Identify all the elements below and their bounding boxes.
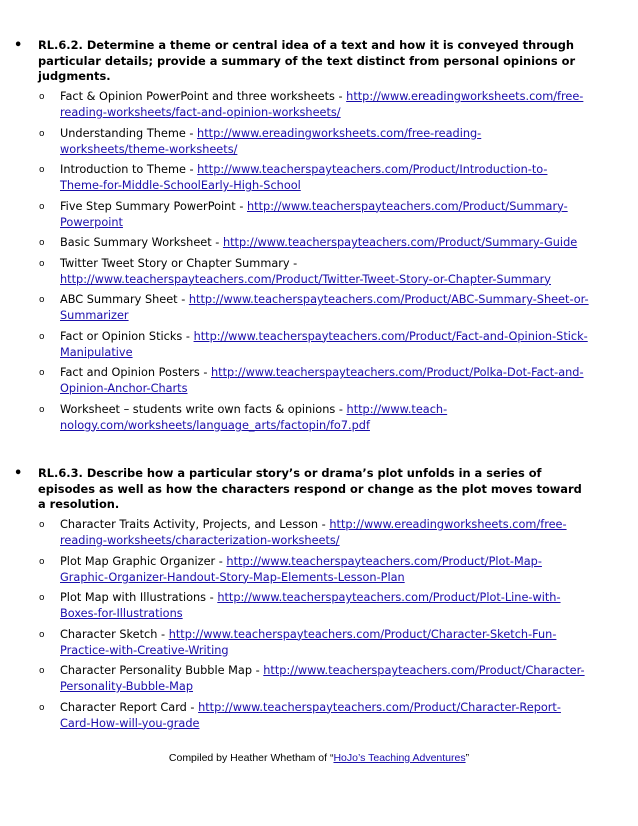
circle-bullet-icon: o <box>39 258 45 269</box>
list-item <box>14 402 589 434</box>
footer-link[interactable]: HoJo’s Teaching Adventures <box>333 752 466 764</box>
list-item <box>14 162 589 194</box>
resource-link[interactable]: http://www.teacherspayteachers.com/Product/Character-Personality-Bubble-Map <box>60 664 585 693</box>
resource-label: Character Report Card - <box>60 700 199 714</box>
circle-bullet-icon: o <box>39 368 45 378</box>
resource-label: Understanding Theme - <box>60 126 198 140</box>
resource-label: Character Traits Activity, Projects, and Lesson - <box>60 518 330 531</box>
circle-bullet-icon: o <box>39 331 45 342</box>
circle-bullet-icon: o <box>39 201 45 212</box>
list-item <box>14 554 589 586</box>
resource-label: Twitter Tweet Story or Chapter Summary - <box>60 256 298 270</box>
resource-label: Worksheet – students write own facts & opinions - <box>60 402 347 416</box>
standard-heading-text: RL.6.2. Determine a theme or central idea of a text and how it is conveyed through particular details; provide a summary of the text distinct from personal opinions or judgments. <box>38 38 576 83</box>
standard-heading-text: RL.6.3. Describe how a particular story’s or drama’s plot unfolds in a series of episodes as well as how the characters respond or change as the plot moves toward a resolution. <box>38 466 582 511</box>
resource-link[interactable]: http://www.teacherspayteachers.com/Product/Summary-Powerpoint <box>60 199 568 229</box>
circle-bullet-icon: o <box>39 238 45 248</box>
footer-prefix: Compiled by Heather Whetham of “ <box>168 752 334 764</box>
circle-bullet-icon: o <box>39 404 45 415</box>
resource-link[interactable]: http://www.ereadingworksheets.com/free-reading-worksheets/characterization-worksheets/ <box>60 518 567 547</box>
circle-bullet-icon: o <box>39 92 45 102</box>
standard-heading <box>14 466 589 513</box>
resource-label: Introduction to Theme - <box>60 163 198 176</box>
list-item <box>14 292 589 324</box>
resource-link[interactable]: http://www.teacherspayteachers.com/Product/ABC-Summary-Sheet-or-Summarizer <box>60 293 589 322</box>
circle-bullet-icon: o <box>39 666 45 676</box>
circle-bullet-icon: o <box>39 629 45 640</box>
list-item <box>14 235 589 251</box>
footer-credit <box>0 752 638 764</box>
standard-rl-6-2 <box>14 38 589 434</box>
standard-rl-6-3 <box>14 466 589 732</box>
resource-link[interactable]: http://www.ereadingworksheets.com/free-reading-worksheets/theme-worksheets/ <box>60 126 482 156</box>
list-item <box>14 199 589 231</box>
circle-bullet-icon: o <box>39 702 45 713</box>
resource-link[interactable]: http://www.teacherspayteachers.com/Product/Plot-Line-with-Boxes-for-Illustrations <box>60 591 561 620</box>
list-item <box>14 700 589 732</box>
resource-label: Fact & Opinion PowerPoint and three worksheets - <box>60 90 347 103</box>
standard-heading <box>14 38 589 85</box>
resource-list <box>14 89 589 434</box>
resource-label: Basic Summary Worksheet - <box>60 236 223 249</box>
resource-list <box>14 517 589 732</box>
footer-suffix: ” <box>465 752 470 764</box>
resource-label: Fact or Opinion Sticks - <box>60 329 194 343</box>
resource-link[interactable]: http://www.teacherspayteachers.com/Product/Character-Report-Card-How-will-you-grade <box>60 700 561 730</box>
circle-bullet-icon: o <box>39 128 45 139</box>
circle-bullet-icon: o <box>39 520 45 530</box>
circle-bullet-icon: o <box>39 165 45 175</box>
resource-link[interactable]: http://www.teacherspayteachers.com/Product/Summary-Guide <box>222 236 578 249</box>
resource-label: Character Personality Bubble Map - <box>60 664 264 677</box>
list-item <box>14 663 589 695</box>
resource-link[interactable]: http://www.teacherspayteachers.com/Product/Fact-and-Opinion-Stick-Manipulative <box>60 329 588 359</box>
list-item <box>14 256 589 288</box>
resource-label: Fact and Opinion Posters - <box>60 366 211 379</box>
resource-label: Character Sketch - <box>60 627 169 641</box>
circle-bullet-icon: o <box>39 593 45 603</box>
resource-link[interactable]: http://www.teacherspayteachers.com/Product/Twitter-Tweet-Story-or-Chapter-Summary <box>60 272 551 286</box>
resource-link[interactable]: http://www.ereadingworksheets.com/free-reading-worksheets/fact-and-opinion-worksheets/ <box>60 90 584 119</box>
list-item <box>14 590 589 622</box>
resource-link[interactable]: http://www.teach-nology.com/worksheets/language_arts/factopin/fo7.pdf <box>60 402 448 432</box>
bullet-icon: • <box>14 38 23 53</box>
resource-link[interactable]: http://www.teacherspayteachers.com/Product/Plot-Map-Graphic-Organizer-Handout-Story-Map-Elements-Lesson-Plan <box>60 554 542 584</box>
resource-label: Plot Map Graphic Organizer - <box>60 554 227 568</box>
resource-link[interactable]: http://www.teacherspayteachers.com/Product/Introduction-to-Theme-for-Middle-SchoolEarly-High-School <box>60 163 548 192</box>
resource-link[interactable]: http://www.teacherspayteachers.com/Product/Character-Sketch-Fun-Practice-with-Creative-Writing <box>60 627 557 657</box>
list-item <box>14 627 589 659</box>
list-item <box>14 517 589 549</box>
list-item <box>14 329 589 361</box>
bullet-icon: • <box>14 466 23 481</box>
circle-bullet-icon: o <box>39 295 45 305</box>
resource-label: Five Step Summary PowerPoint - <box>60 199 247 213</box>
list-item <box>14 89 589 121</box>
resource-label: Plot Map with Illustrations - <box>60 591 218 604</box>
resource-link[interactable]: http://www.teacherspayteachers.com/Product/Polka-Dot-Fact-and-Opinion-Anchor-Charts <box>60 366 584 395</box>
circle-bullet-icon: o <box>39 556 45 567</box>
list-item <box>14 365 589 397</box>
list-item <box>14 126 589 158</box>
resource-label: ABC Summary Sheet - <box>60 293 189 306</box>
